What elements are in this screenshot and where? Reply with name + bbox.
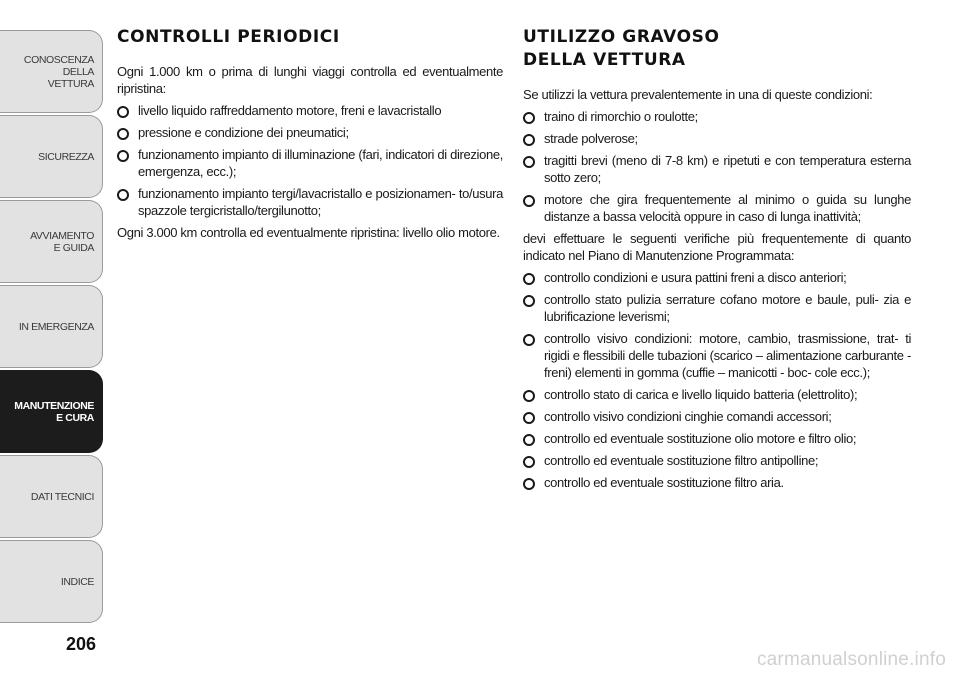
checks-list — [523, 269, 911, 491]
list-item: controllo ed eventuale sostituzione filtro aria. — [523, 474, 911, 491]
list-item: controllo visivo condizioni: motore, cambio, trasmissione, trat- ti rigidi e flessibili delle tubazioni (scarico – alimentazione carburante - freni) elementi in gomma (cuffie – manicotti - boc- cole ecc.); — [523, 330, 911, 381]
chapter-sidebar — [0, 0, 104, 640]
list-item: controllo visivo condizioni cinghie comandi accessori; — [523, 408, 911, 425]
list-item: funzionamento impianto tergi/lavacristallo e posizionamen- to/usura spazzole tergicristallo/tergilunotto; — [117, 185, 503, 219]
bullet-circle-icon — [523, 273, 535, 285]
intro-paragraph: Se utilizzi la vettura prevalentemente in una di queste condizioni: — [523, 87, 873, 102]
list-item: livello liquido raffreddamento motore, freni e lavacristallo — [117, 102, 503, 119]
list-item: tragitti brevi (meno di 7-8 km) e ripetuti e con temperatura esterna sotto zero; — [523, 152, 911, 186]
bullet-circle-icon — [523, 456, 535, 468]
list-item: traino di rimorchio o roulotte; — [523, 108, 911, 125]
list-item: strade polverose; — [523, 130, 911, 147]
bullet-circle-icon — [117, 150, 129, 162]
bullet-circle-icon — [117, 189, 129, 201]
tab-indice[interactable]: INDICE — [0, 540, 103, 623]
list-item: pressione e condizione dei pneumatici; — [117, 124, 503, 141]
tab-dati-tecnici[interactable]: DATI TECNICI — [0, 455, 103, 538]
intro-paragraph: Ogni 1.000 km o prima di lunghi viaggi controlla ed eventualmente ripristina: — [117, 64, 503, 96]
list-item: controllo condizioni e usura pattini freni a disco anteriori; — [523, 269, 911, 286]
bullet-circle-icon — [523, 295, 535, 307]
section-title: CONTROLLI PERIODICI — [117, 27, 340, 47]
section-controlli-periodici — [117, 26, 503, 246]
list-item: controllo ed eventuale sostituzione olio motore e filtro olio; — [523, 430, 911, 447]
tab-conoscenza-della-vettura[interactable]: CONOSCENZA DELLA VETTURA — [0, 30, 103, 113]
page-number: 206 — [66, 634, 97, 654]
tab-manutenzione-e-cura[interactable]: MANUTENZIONE E CURA — [0, 370, 103, 453]
middle-paragraph: devi effettuare le seguenti verifiche più frequentemente di quanto indicato nel Piano di Manutenzione Programmata: — [523, 231, 911, 263]
bullet-circle-icon — [523, 156, 535, 168]
bullet-circle-icon — [117, 128, 129, 140]
tab-in-emergenza[interactable]: IN EMERGENZA — [0, 285, 103, 368]
outro-paragraph: Ogni 3.000 km controlla ed eventualmente ripristina: livello olio motore. — [117, 225, 500, 240]
bullet-circle-icon — [117, 106, 129, 118]
bullet-circle-icon — [523, 134, 535, 146]
bullet-circle-icon — [523, 390, 535, 402]
bullet-circle-icon — [523, 412, 535, 424]
watermark: carmanualsonline.info — [756, 649, 946, 670]
list-item: controllo stato di carica e livello liquido batteria (elettrolito); — [523, 386, 911, 403]
section-utilizzo-gravoso — [523, 26, 911, 496]
list-item: funzionamento impianto di illuminazione (fari, indicatori di direzione, emergenza, ecc.); — [117, 146, 503, 180]
list-item: controllo ed eventuale sostituzione filtro antipolline; — [523, 452, 911, 469]
check-list — [117, 102, 503, 219]
bullet-circle-icon — [523, 478, 535, 490]
tab-sicurezza[interactable]: SICUREZZA — [0, 115, 103, 198]
list-item: motore che gira frequentemente al minimo o guida su lunghe distanze a bassa velocità oppure in caso di lunga inattività; — [523, 191, 911, 225]
conditions-list — [523, 108, 911, 225]
section-title: UTILIZZO GRAVOSO DELLA VETTURA — [523, 27, 720, 70]
tab-avviamento-e-guida[interactable]: AVVIAMENTO E GUIDA — [0, 200, 103, 283]
bullet-circle-icon — [523, 195, 535, 207]
list-item: controllo stato pulizia serrature cofano motore e baule, puli- zia e lubrificazione leverismi; — [523, 291, 911, 325]
bullet-circle-icon — [523, 112, 535, 124]
bullet-circle-icon — [523, 434, 535, 446]
bullet-circle-icon — [523, 334, 535, 346]
